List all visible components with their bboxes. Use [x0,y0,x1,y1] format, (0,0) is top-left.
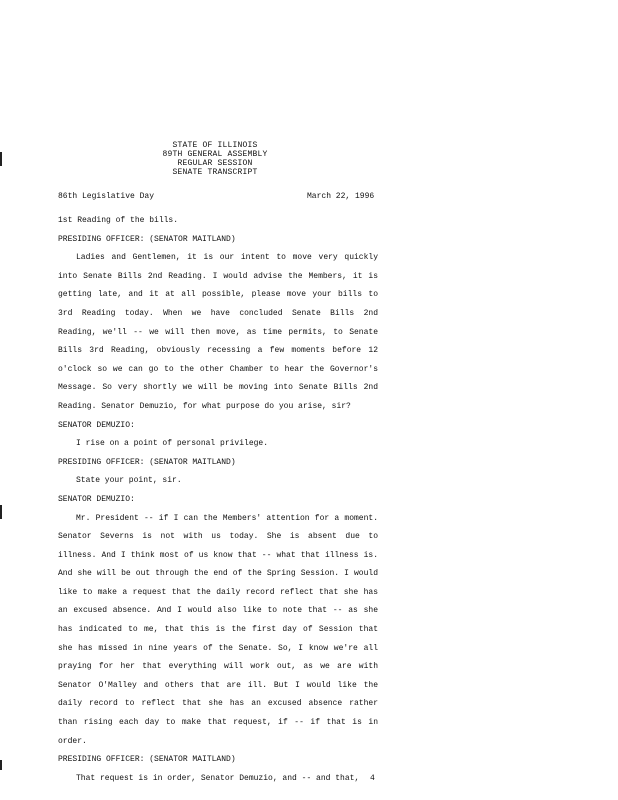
speech-paragraph: Ladies and Gentlemen, it is our intent to move very quickly into Senate Bills 2nd Reading. I would advise the Members, it is getting late, and it at all possible, please move your bills to 3rd Reading today. When we have concluded Senate Bills 2nd Reading, we'll -- we will then move, as time permits, to Senate Bills 3rd Reading, obviously recessing a few moments before 12 o'clock so we can go to the other Chamber to hear the Governor's Message. So very shortly we will be moving into Senate Bills 2nd Reading. Senator Demuzio, for what purpose do you arise, sir? [58,253,378,411]
speech-paragraph: That request is in order, Senator Demuzio, and -- and that, [76,773,360,783]
transcript-body [58,212,378,788]
transcript-date: March 22, 1996 [307,192,375,201]
legislative-day: 86th Legislative Day [58,192,155,201]
speech-paragraph: State your point, sir. [76,476,182,486]
page-edge-mark [0,152,2,166]
speaker-label: PRESIDING OFFICER: (SENATOR MAITLAND) [58,234,236,244]
speech-paragraph: I rise on a point of personal privilege. [76,439,269,449]
page-edge-mark [0,505,2,519]
speaker-label: SENATOR DEMUZIO: [58,420,135,430]
speaker-label: PRESIDING OFFICER: (SENATOR MAITLAND) [58,755,236,765]
document-header [150,141,280,177]
header-state: STATE OF ILLINOIS [172,141,258,150]
page-number: 4 [370,774,375,783]
page-edge-mark [0,760,2,770]
speaker-label: SENATOR DEMUZIO: [58,494,135,504]
transcript-text: 1st Reading of the bills. [58,216,179,225]
header-assembly: 89TH GENERAL ASSEMBLY [162,150,268,159]
header-transcript: SENATE TRANSCRIPT [172,168,258,177]
speaker-label: PRESIDING OFFICER: (SENATOR MAITLAND) [58,457,236,467]
speech-paragraph: Mr. President -- if I can the Members' attention for a moment. Senator Severns is not with us today. She is absent due to illness. And I think most of us know that -- what that illness is. And she will be out through the end of the Spring Session. I would like to make a request that the daily record reflect that she has an excused absence. And I would also like to note that -- as she has indicated to me, that this is the first day of Session that she has missed in nine years of the Senate. So, I know we're all praying for her that everything will work out, as we are with Senator O'Malley and others that are ill. But I would like the daily record to reflect that she has an excused absence rather than rising each day to make that request, if -- if that is in order. [58,513,378,746]
header-session: REGULAR SESSION [177,159,253,168]
